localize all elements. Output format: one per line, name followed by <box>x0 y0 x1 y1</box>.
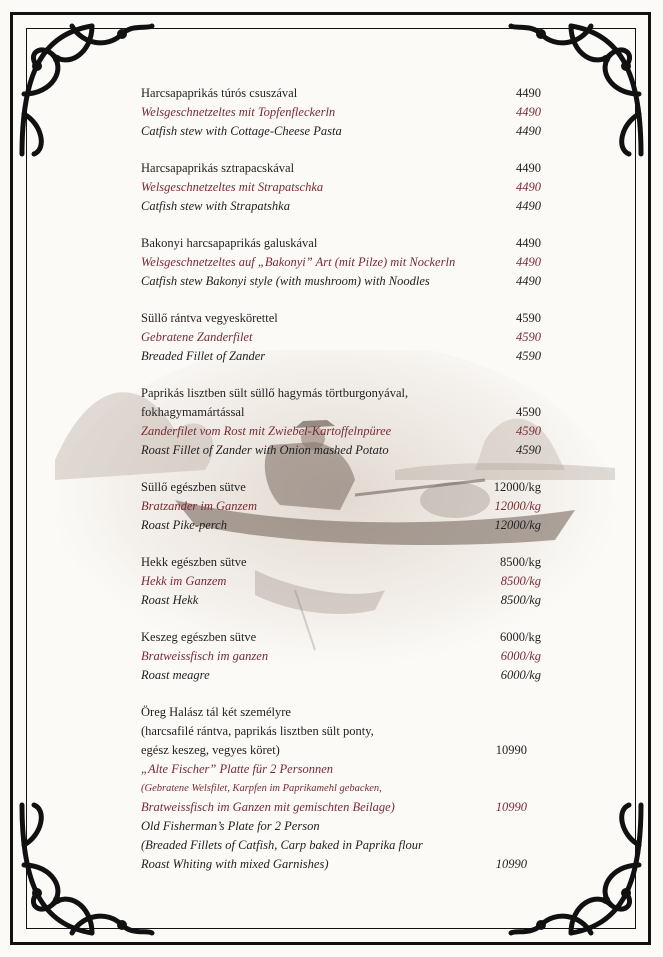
menu-item <box>141 234 541 291</box>
menu-item <box>141 478 541 535</box>
item-price: 8500/kg <box>500 574 541 588</box>
platter-name-english: Old Fisherman’s Plate for 2 Person <box>141 819 320 833</box>
item-name-hungarian: fokhagymamártással 4590 <box>141 403 541 422</box>
item-price: 4490 <box>516 236 541 250</box>
item-price: 6000/kg <box>500 649 541 663</box>
item-price: 4490 <box>516 180 541 194</box>
item-price: 8500/kg <box>500 593 541 607</box>
item-name-german: Welsgeschnetzeltes mit Strapatschka 4490 <box>141 178 541 197</box>
item-name-english: Roast Hekk 8500/kg <box>141 591 541 610</box>
item-name-english: Breaded Fillet of Zander 4590 <box>141 347 541 366</box>
item-name-hungarian: Harcsapaprikás túrós csuszával 4490 <box>141 84 541 103</box>
platter-description-english: Roast Whiting with mixed Garnishes) 10990 <box>141 855 541 874</box>
item-name-english: Roast Pike-perch 12000/kg <box>141 516 541 535</box>
platter-name-hungarian: Öreg Halász tál két személyre <box>141 705 291 719</box>
platter-description-german: (Gebratene Welsfilet, Karpfen im Paprikamehl gebacken, <box>141 783 382 794</box>
menu-list <box>141 84 541 874</box>
item-name-german: Hekk im Ganzem 8500/kg <box>141 572 541 591</box>
item-name-german: Welsgeschnetzeltes mit Topfenfleckerln 4490 <box>141 103 541 122</box>
item-price: 10990 <box>495 743 527 757</box>
item-name-hungarian: Süllő egészben sütve 12000/kg <box>141 478 541 497</box>
item-price: 4490 <box>516 274 541 288</box>
item-price: 6000/kg <box>500 630 541 644</box>
item-name-english: Catfish stew with Cottage-Cheese Pasta 4490 <box>141 122 541 141</box>
ornamental-scroll-icon <box>12 14 162 164</box>
item-price: 4490 <box>516 86 541 100</box>
item-price: 4590 <box>516 443 541 457</box>
item-name-english: Catfish stew with Strapatshka 4490 <box>141 197 541 216</box>
item-price: 12000/kg <box>494 518 541 532</box>
platter-description-hungarian: (harcsafilé rántva, paprikás lisztben sült ponty, <box>141 724 374 738</box>
item-name-hungarian: Hekk egészben sütve 8500/kg <box>141 553 541 572</box>
menu-item <box>141 628 541 685</box>
item-name-german: Bratzander im Ganzem 12000/kg <box>141 497 541 516</box>
item-name-hungarian: Keszeg egészben sütve 6000/kg <box>141 628 541 647</box>
platter-description-german: Bratweissfisch im Ganzen mit gemischten Beilage) 10990 <box>141 798 541 817</box>
item-price: 4590 <box>516 405 541 419</box>
item-name-english: Roast Fillet of Zander with Onion mashed Potato 4590 <box>141 441 541 460</box>
platter-name-german: „Alte Fischer” Platte für 2 Personnen <box>141 762 333 776</box>
menu-item <box>141 159 541 216</box>
item-price: 12000/kg <box>493 480 541 494</box>
ornamental-scroll-icon <box>12 795 162 945</box>
item-price: 10990 <box>495 800 527 814</box>
item-name-german: Welsgeschnetzeltes auf „Bakonyi” Art (mit Pilze) mit Nockerln 4490 <box>141 253 541 272</box>
item-price: 4490 <box>516 255 541 269</box>
item-name-hungarian: Bakonyi harcsapaprikás galuskával 4490 <box>141 234 541 253</box>
item-price: 4590 <box>516 424 541 438</box>
item-name-german: Gebratene Zanderfilet 4590 <box>141 328 541 347</box>
item-price: 4590 <box>516 349 541 363</box>
item-price: 4490 <box>516 105 541 119</box>
platter-description-hungarian: egész keszeg, vegyes köret) 10990 <box>141 741 541 760</box>
item-price: 6000/kg <box>500 668 541 682</box>
menu-item <box>141 84 541 141</box>
menu-item <box>141 384 541 460</box>
item-price: 4490 <box>516 124 541 138</box>
item-name-hungarian: Paprikás lisztben sült süllő hagymás törtburgonyával, <box>141 386 409 400</box>
platter-description-english: (Breaded Fillets of Catfish, Carp baked in Paprika flour <box>141 838 423 852</box>
item-price: 4590 <box>516 330 541 344</box>
item-price: 12000/kg <box>494 499 541 513</box>
item-name-german: Zanderfilet vom Rost mit Zwiebel-Kartoffelnpüree 4590 <box>141 422 541 441</box>
item-price: 10990 <box>495 857 527 871</box>
item-name-english: Catfish stew Bakonyi style (with mushroom) with Noodles 4490 <box>141 272 541 291</box>
item-price: 4490 <box>516 199 541 213</box>
item-price: 4490 <box>516 161 541 175</box>
item-name-english: Roast meagre 6000/kg <box>141 666 541 685</box>
item-price: 4590 <box>516 311 541 325</box>
item-name-hungarian: Süllő rántva vegyeskörettel 4590 <box>141 309 541 328</box>
item-name-german: Bratweissfisch im ganzen 6000/kg <box>141 647 541 666</box>
menu-item <box>141 553 541 610</box>
item-name-hungarian: Harcsapaprikás sztrapacskával 4490 <box>141 159 541 178</box>
platter-item <box>141 703 541 874</box>
item-price: 8500/kg <box>500 555 541 569</box>
menu-item <box>141 309 541 366</box>
